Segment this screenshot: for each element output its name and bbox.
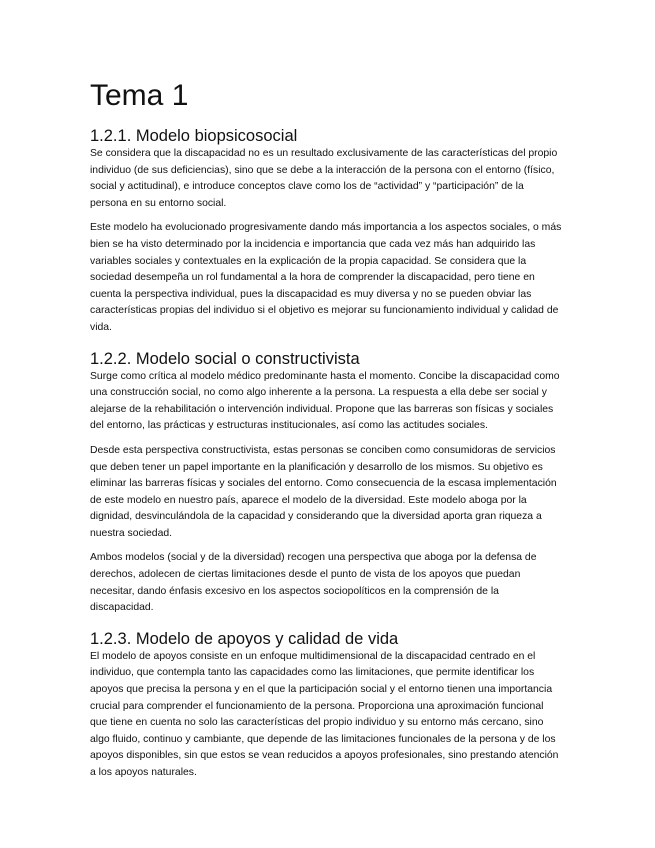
section-heading: 1.2.1. Modelo biopsicosocial: [90, 127, 298, 145]
paragraph: El modelo de apoyos consiste en un enfoque multidimensional de la discapacidad centrado en el individuo, que contempla tanto las capacidades como las limitaciones, que permite identificar los apoyos que precisa la persona y en el que la participación social y el entorno tienen una importancia crucial para comprender el funcionamiento de la persona. Proporciona una aproximación funcional que tiene en cuenta no solo las características del propio individuo y su entorno más cercano, sino algo fluido, continuo y cambiante, que depende de las limitaciones funcionales de la persona y de los apoyos disponibles, sin que estos se vean reducidos a apoyos profesionales, sino prestando atención a los apoyos naturales.: [90, 650, 559, 778]
section-heading: 1.2.3. Modelo de apoyos y calidad de vida: [90, 629, 399, 648]
paragraph: Se considera que la discapacidad no es un resultado exclusivamente de las características del propio individuo (de sus deficiencias), sino que se debe a la interacción de la persona con el entorno (físico, social y actitudinal), e introduce conceptos clave como los de “actividad” y “participación” de la persona en su entorno social.: [90, 148, 558, 209]
section-heading: 1.2.2. Modelo social o constructivista: [90, 349, 360, 368]
document-body: [90, 78, 562, 782]
document-title: Tema 1: [90, 79, 189, 112]
paragraph: Desde esta perspectiva constructivista, estas personas se conciben como consumidoras de servicios que deben tener un papel importante en la planificación y desarrollo de los mismos. Su objetivo es eliminar las barreras físicas y sociales del entorno. Como consecuencia de la escasa implementación de este modelo en nuestro país, aparece el modelo de la diversidad. Este modelo aboga por la dignidad, desvinculándola de la capacidad y considerando que la diversidad aporta gran riqueza a nuestra sociedad.: [90, 444, 557, 539]
paragraph: Este modelo ha evolucionado progresivamente dando más importancia a los aspectos sociales, o más bien se ha visto determinado por la incidencia e importancia que cada vez más han adquirido las variables sociales y contextuales en la explicación de la propia capacidad. Se considera que la sociedad desempeña un rol fundamental a la hora de comprender la discapacidad, pero tiene en cuenta la perspectiva individual, pues la discapacidad es muy diversa y no se pueden obviar las características propias del individuo si el objetivo es mejorar su funcionamiento individual y calidad de vida.: [90, 222, 562, 333]
paragraph: Ambos modelos (social y de la diversidad) recogen una perspectiva que aboga por la defensa de derechos, adolecen de ciertas limitaciones desde el punto de vista de los apoyos que puedan necesitar, dando énfasis excesivo en los aspectos sociopolíticos en la comprensión de la discapacidad.: [90, 552, 537, 614]
paragraph: Surge como crítica al modelo médico predominante hasta el momento. Concibe la discapacidad como una construcción social, no como algo inherente a la persona. La respuesta a ella debe ser social y alejarse de la rehabilitación o intervención individual. Propone que las barreras son físicas y sociales del entorno, las prácticas y estructuras institucionales, así como las actitudes sociales.: [90, 370, 560, 432]
